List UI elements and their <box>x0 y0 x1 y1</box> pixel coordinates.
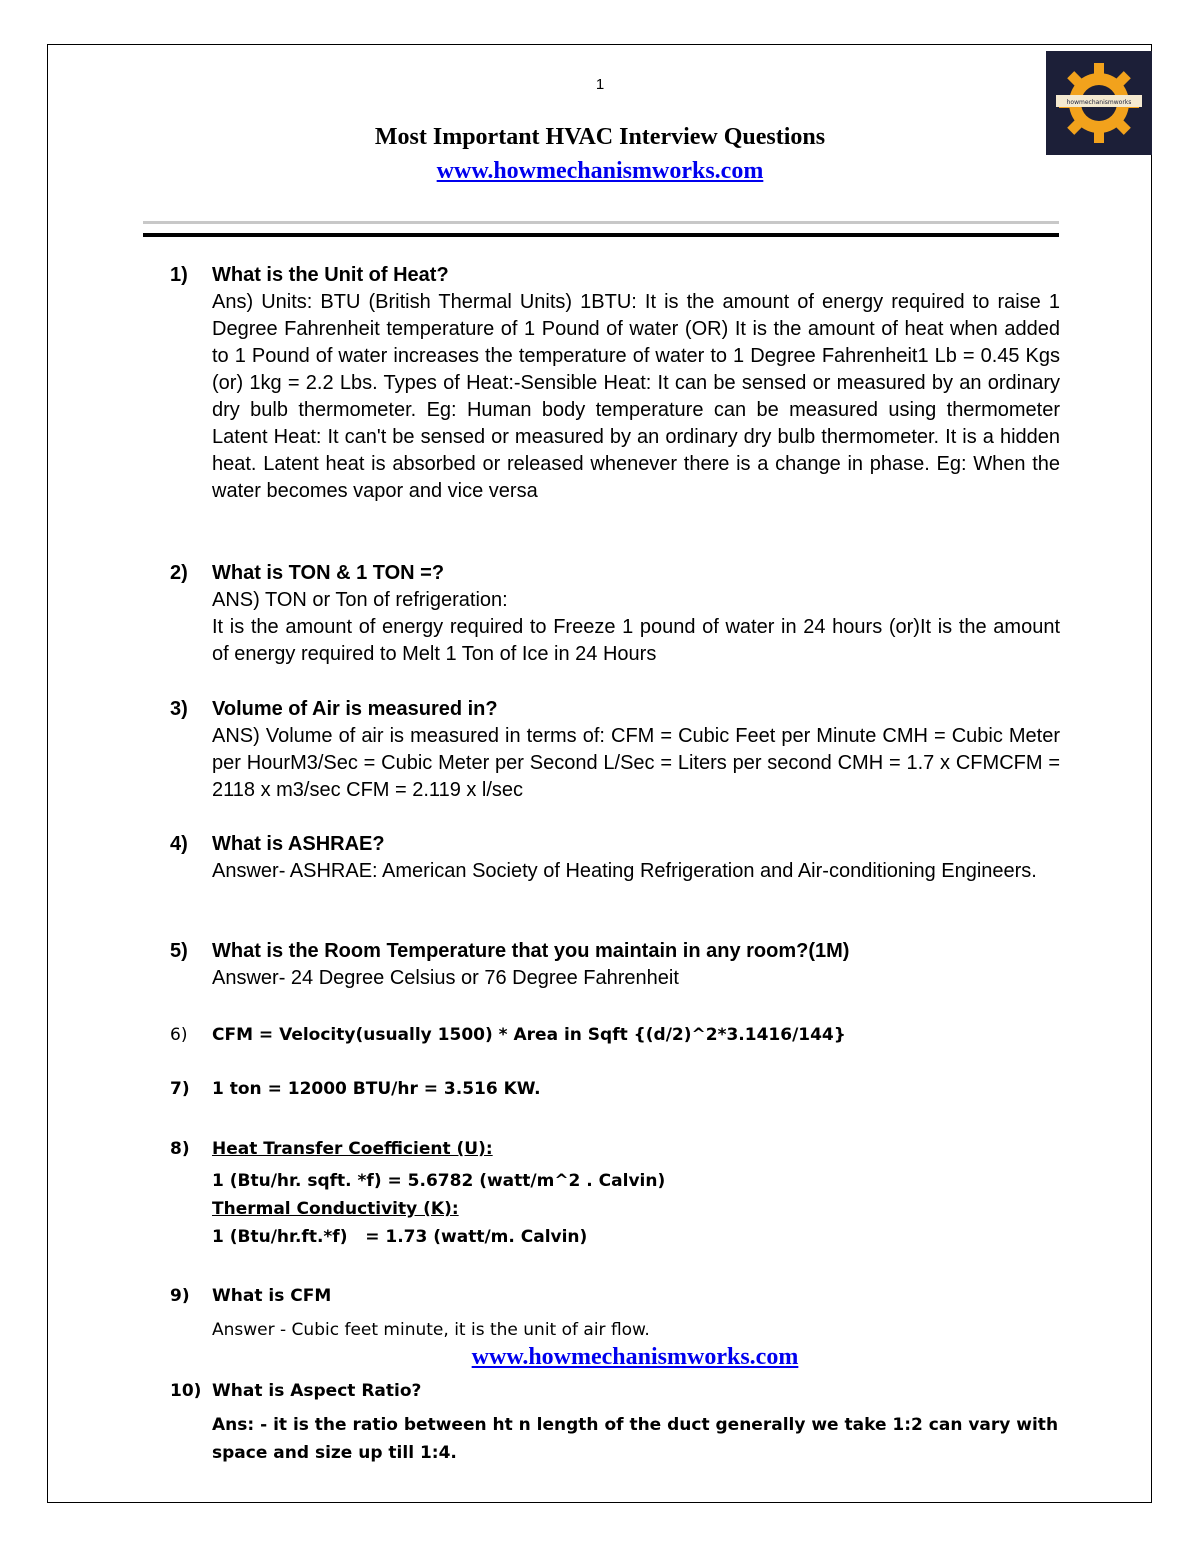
question-answer: Answer- ASHRAE: American Society of Heating Refrigeration and Air-conditioning Engineers. <box>212 860 1037 882</box>
question-heading: What is TON & 1 TON =? <box>212 562 445 584</box>
gear-icon <box>1046 51 1152 155</box>
question-heading: What is CFM <box>212 1286 332 1306</box>
question-heading: CFM = Velocity(usually 1500) * Area in Sqft {(d/2)^2*3.1416/144} <box>212 1025 846 1045</box>
formula-line: 1 (Btu/hr.ft.*f) = 1.73 (watt/m. Calvin) <box>212 1227 588 1247</box>
logo-text: howmechanismworks <box>1066 99 1132 106</box>
question-heading: Volume of Air is measured in? <box>212 698 498 720</box>
question-heading: What is ASHRAE? <box>212 833 385 855</box>
question-number: 10) <box>170 1381 202 1401</box>
question-9 <box>170 1282 1060 1344</box>
page-title: Most Important HVAC Interview Questions <box>374 124 826 150</box>
question-6 <box>170 1021 1060 1049</box>
question-5 <box>170 938 1060 992</box>
question-4 <box>170 831 1060 885</box>
question-10 <box>170 1377 1060 1467</box>
footer-site-link[interactable]: www.howmechanismworks.com <box>471 1344 799 1370</box>
question-8 <box>170 1135 1060 1251</box>
question-number: 4) <box>170 833 188 855</box>
question-number: 7) <box>170 1079 190 1099</box>
divider-thick <box>143 233 1059 237</box>
question-number: 6) <box>170 1025 188 1045</box>
question-number: 1) <box>170 264 188 286</box>
page-number: 1 <box>595 76 605 93</box>
question-number: 8) <box>170 1139 190 1159</box>
question-heading: 1 ton = 12000 BTU/hr = 3.516 KW. <box>212 1079 541 1099</box>
question-heading: What is the Room Temperature that you maintain in any room?(1M) <box>212 940 850 962</box>
question-number: 2) <box>170 562 188 584</box>
divider-thin <box>143 221 1059 224</box>
question-answer: ANS) Volume of air is measured in terms of: CFM = Cubic Feet per Minute CMH = Cubic Meter per HourM3/Sec = Cubic Meter per Second L/Sec = Liters per second CMH = 1.7 x CFMCFM = 2118 x m3/sec CFM = 2.119 x l/sec <box>212 725 1060 801</box>
site-logo <box>1046 51 1152 155</box>
question-3 <box>170 696 1060 804</box>
question-answer: It is the amount of energy required to Freeze 1 pound of water in 24 hours (or)It is the amount of energy required to Melt 1 Ton of Ice in 24 Hours <box>212 616 1060 665</box>
question-answer: Answer - Cubic feet minute, it is the unit of air flow. <box>212 1320 650 1340</box>
question-1 <box>170 262 1060 505</box>
question-answer: Ans: - it is the ratio between ht n length of the duct generally we take 1:2 can vary with space and size up till 1:4. <box>212 1415 1059 1463</box>
question-answer: Ans) Units: BTU (British Thermal Units) 1BTU: It is the amount of energy required to raise 1 Degree Fahrenheit temperature of 1 Pound of water (OR) It is the amount of heat when added to 1 Pound of water increases the temperature of water to 1 Degree Fahrenheit1 Lb = 0.45 Kgs (or) 1kg = 2.2 Lbs. Types of Heat:-Sensible Heat: It can be sensed or measured by an ordinary dry bulb thermometer. Eg: Human body temperature can be measured using thermometer Latent Heat: It can't be sensed or measured by an ordinary dry bulb thermometer. It is a hidden heat. Latent heat is absorbed or released whenever there is a change in phase. Eg: When the water becomes vapor and vice versa <box>212 291 1060 502</box>
question-number: 9) <box>170 1286 190 1306</box>
question-2 <box>170 560 1060 668</box>
question-number: 5) <box>170 940 188 962</box>
question-answer: Answer- 24 Degree Celsius or 76 Degree Fahrenheit <box>212 967 679 989</box>
header-site-link[interactable]: www.howmechanismworks.com <box>436 158 764 184</box>
question-heading: Heat Transfer Coefficient (U): <box>212 1139 493 1159</box>
question-heading: What is the Unit of Heat? <box>212 264 449 286</box>
question-7 <box>170 1075 1060 1103</box>
question-heading: What is Aspect Ratio? <box>212 1381 422 1401</box>
question-subheading: Thermal Conductivity (K): <box>212 1199 459 1219</box>
formula-line: 1 (Btu/hr. sqft. *f) = 5.6782 (watt/m^2 . Calvin) <box>212 1171 666 1191</box>
question-number: 3) <box>170 698 188 720</box>
question-answer-intro: ANS) TON or Ton of refrigeration: <box>212 589 508 611</box>
